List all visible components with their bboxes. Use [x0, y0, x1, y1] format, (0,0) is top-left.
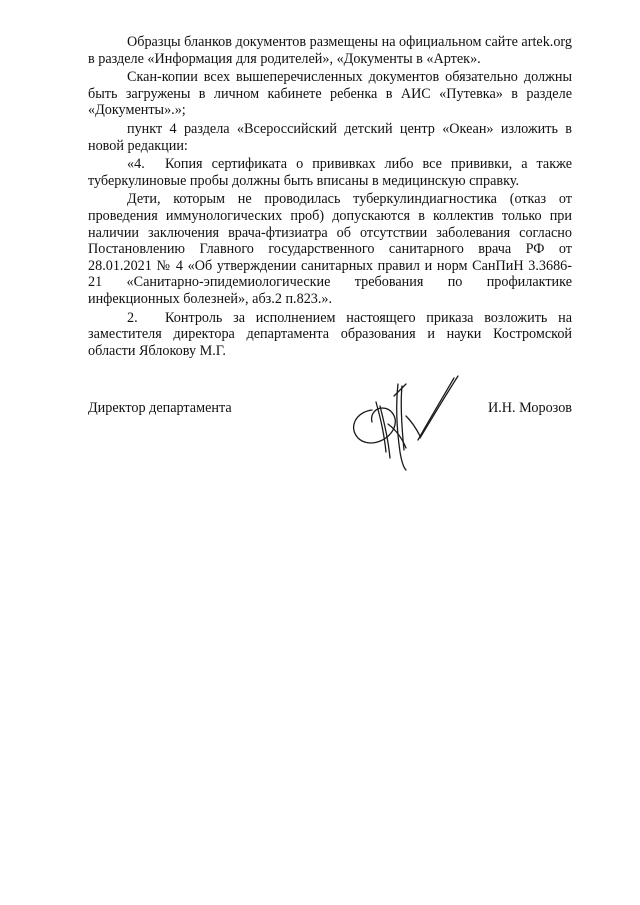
- signature-block: [88, 400, 572, 480]
- paragraph-text: пункт 4 раздела «Всероссийский детский центр «Океан» изложить в новой редакции:: [88, 120, 572, 154]
- signatory-title: Директор департамента: [88, 400, 232, 416]
- handwritten-signature: [336, 372, 476, 472]
- paragraph-text: Дети, которым не проводилась туберкулиндиагностика (отказ от проведения иммунологических проб) допускаются в коллектив только при наличии заключения врача-фтизиатра об отсутствии заболевания согласно Постановлению Главного государственного санитарного врача РФ от 28.01.2021 № 4 «Об утверждении санитарных правил и норм СанПиН 3.3686-21 «Санитарно-эпидемиологические требования по профилактике инфекционных болезней», абз.2 п.823.».: [88, 191, 572, 307]
- paragraph-forms-info: [88, 34, 572, 67]
- paragraph-item-4-intro: [88, 121, 572, 154]
- paragraph-scan-copies: [88, 69, 572, 119]
- paragraph-text: Скан-копии всех вышеперечисленных документов обязательно должны быть загружены в личном кабинете ребенка в АИС «Путевка» в разделе «Документы».»;: [88, 69, 572, 119]
- paragraph-text: Контроль за исполнением настоящего приказа возложить на заместителя директора департамента образования и науки Костромской области Яблокову М.Г.: [88, 309, 572, 359]
- paragraph-tuberculin: [88, 191, 572, 307]
- paragraph-text: Копия сертификата о прививках либо все прививки, а также туберкулиновые пробы должны быть вписаны в медицинскую справку.: [88, 156, 572, 189]
- document-body: [88, 34, 572, 359]
- list-marker: 2.: [127, 309, 138, 326]
- signatory-name: И.Н. Морозов: [488, 400, 572, 416]
- paragraph-text: Образцы бланков документов размещены на официальном сайте artek.org в разделе «Информация для родителей», «Документы в «Артек».: [88, 34, 572, 67]
- list-marker: «4.: [127, 156, 145, 173]
- paragraph-item-4: [88, 156, 572, 189]
- paragraph-item-2-control: [88, 310, 572, 360]
